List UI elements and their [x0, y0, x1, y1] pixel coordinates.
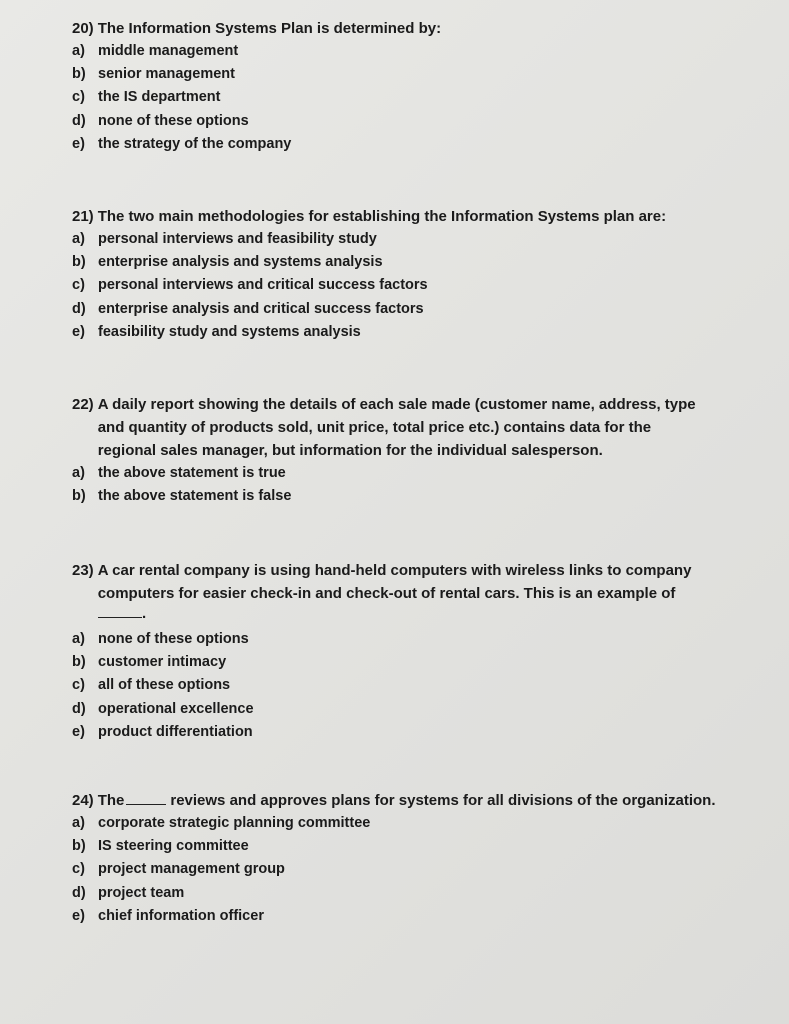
option-letter: a)	[72, 631, 85, 647]
question-stem	[72, 559, 752, 605]
question-number: 23)	[72, 562, 94, 579]
question-22	[72, 393, 752, 508]
option-a	[72, 812, 752, 835]
option-list	[72, 40, 752, 156]
option-text: product differentiation	[98, 723, 253, 740]
option-text: the above statement is false	[98, 488, 292, 505]
option-letter: c)	[72, 677, 85, 694]
option-letter: e)	[72, 323, 85, 340]
option-c	[72, 274, 752, 297]
option-e	[72, 321, 752, 344]
option-text: the above statement is true	[98, 465, 286, 481]
option-letter: d)	[72, 300, 86, 317]
option-e	[72, 133, 752, 156]
option-letter: d)	[72, 884, 86, 901]
option-text: enterprise analysis and critical success factors	[98, 300, 424, 317]
option-text: senior management	[98, 66, 235, 83]
blank-trailing-period: .	[142, 605, 147, 622]
option-text: enterprise analysis and systems analysis	[98, 254, 383, 271]
option-letter: c)	[72, 861, 85, 878]
question-text-after-blank: reviews and approves plans for systems for all divisions of the organization.	[170, 792, 716, 809]
option-text: corporate strategic planning committee	[98, 815, 371, 831]
question-stem	[72, 205, 752, 228]
option-letter: c)	[72, 277, 85, 294]
option-text: personal interviews and critical success factors	[98, 277, 428, 294]
option-b	[72, 63, 752, 86]
option-d	[72, 298, 752, 321]
option-c	[72, 674, 752, 697]
answer-blank	[98, 617, 142, 618]
option-text: the strategy of the company	[98, 135, 292, 152]
option-d	[72, 882, 752, 905]
question-number: 22)	[72, 396, 94, 413]
option-c	[72, 858, 752, 881]
question-23	[72, 559, 752, 744]
answer-blank-line	[98, 605, 752, 628]
option-list	[72, 228, 752, 344]
option-letter: a)	[72, 231, 85, 247]
option-b	[72, 251, 752, 274]
option-a	[72, 228, 752, 251]
question-number: 24)	[72, 792, 94, 809]
option-text: IS steering committee	[98, 838, 249, 855]
option-letter: b)	[72, 654, 86, 671]
option-text: none of these options	[98, 112, 249, 129]
question-text: A daily report showing the details of each sale made (customer name, address, type and quantity of products sold, unit price, total price etc.) contains data for the regional sales manager, but information for the individual salesperson.	[97, 396, 696, 459]
option-text: project management group	[98, 861, 285, 878]
option-e	[72, 905, 752, 928]
question-text: The Information Systems Plan is determined by:	[97, 20, 442, 37]
option-letter: b)	[72, 66, 86, 83]
option-a	[72, 40, 752, 63]
option-letter: b)	[72, 838, 86, 855]
question-stem	[72, 393, 752, 462]
option-a	[72, 628, 752, 651]
option-letter: e)	[72, 723, 85, 740]
question-text: The two main methodologies for establishing the Information Systems plan are:	[97, 208, 667, 225]
question-text	[98, 789, 752, 812]
question-text-before-blank: The	[97, 792, 125, 809]
option-a	[72, 462, 752, 485]
option-letter: a)	[72, 815, 85, 831]
option-d	[72, 698, 752, 721]
option-letter: d)	[72, 112, 86, 129]
option-letter: a)	[72, 465, 85, 481]
option-text: the IS department	[98, 89, 221, 106]
option-text: chief information officer	[98, 907, 264, 924]
answer-blank	[126, 804, 166, 805]
option-c	[72, 86, 752, 109]
option-text: project team	[98, 884, 185, 901]
option-text: feasibility study and systems analysis	[98, 323, 361, 340]
option-text: none of these options	[98, 631, 249, 647]
question-number: 20)	[72, 20, 94, 37]
option-list	[72, 628, 752, 744]
question-24	[72, 789, 752, 928]
question-text: A car rental company is using hand-held computers with wireless links to company computers for easier check-in and check-out of rental cars. This is an example of	[97, 562, 692, 602]
option-b	[72, 485, 752, 508]
option-text: all of these options	[98, 677, 231, 694]
option-letter: e)	[72, 135, 85, 152]
question-stem	[72, 17, 752, 40]
option-letter: a)	[72, 43, 85, 59]
question-stem	[72, 789, 752, 812]
option-text: personal interviews and feasibility study	[98, 231, 377, 247]
option-list	[72, 812, 752, 928]
option-text: operational excellence	[98, 700, 254, 717]
question-number: 21)	[72, 208, 94, 225]
option-b	[72, 835, 752, 858]
option-list	[72, 462, 752, 508]
option-d	[72, 110, 752, 133]
option-b	[72, 651, 752, 674]
option-text: middle management	[98, 43, 239, 59]
question-21	[72, 205, 752, 344]
option-letter: e)	[72, 907, 85, 924]
question-20	[72, 17, 752, 156]
option-letter: b)	[72, 254, 86, 271]
option-letter: b)	[72, 488, 86, 505]
option-letter: d)	[72, 700, 86, 717]
option-letter: c)	[72, 89, 85, 106]
option-text: customer intimacy	[98, 654, 227, 671]
option-e	[72, 721, 752, 744]
